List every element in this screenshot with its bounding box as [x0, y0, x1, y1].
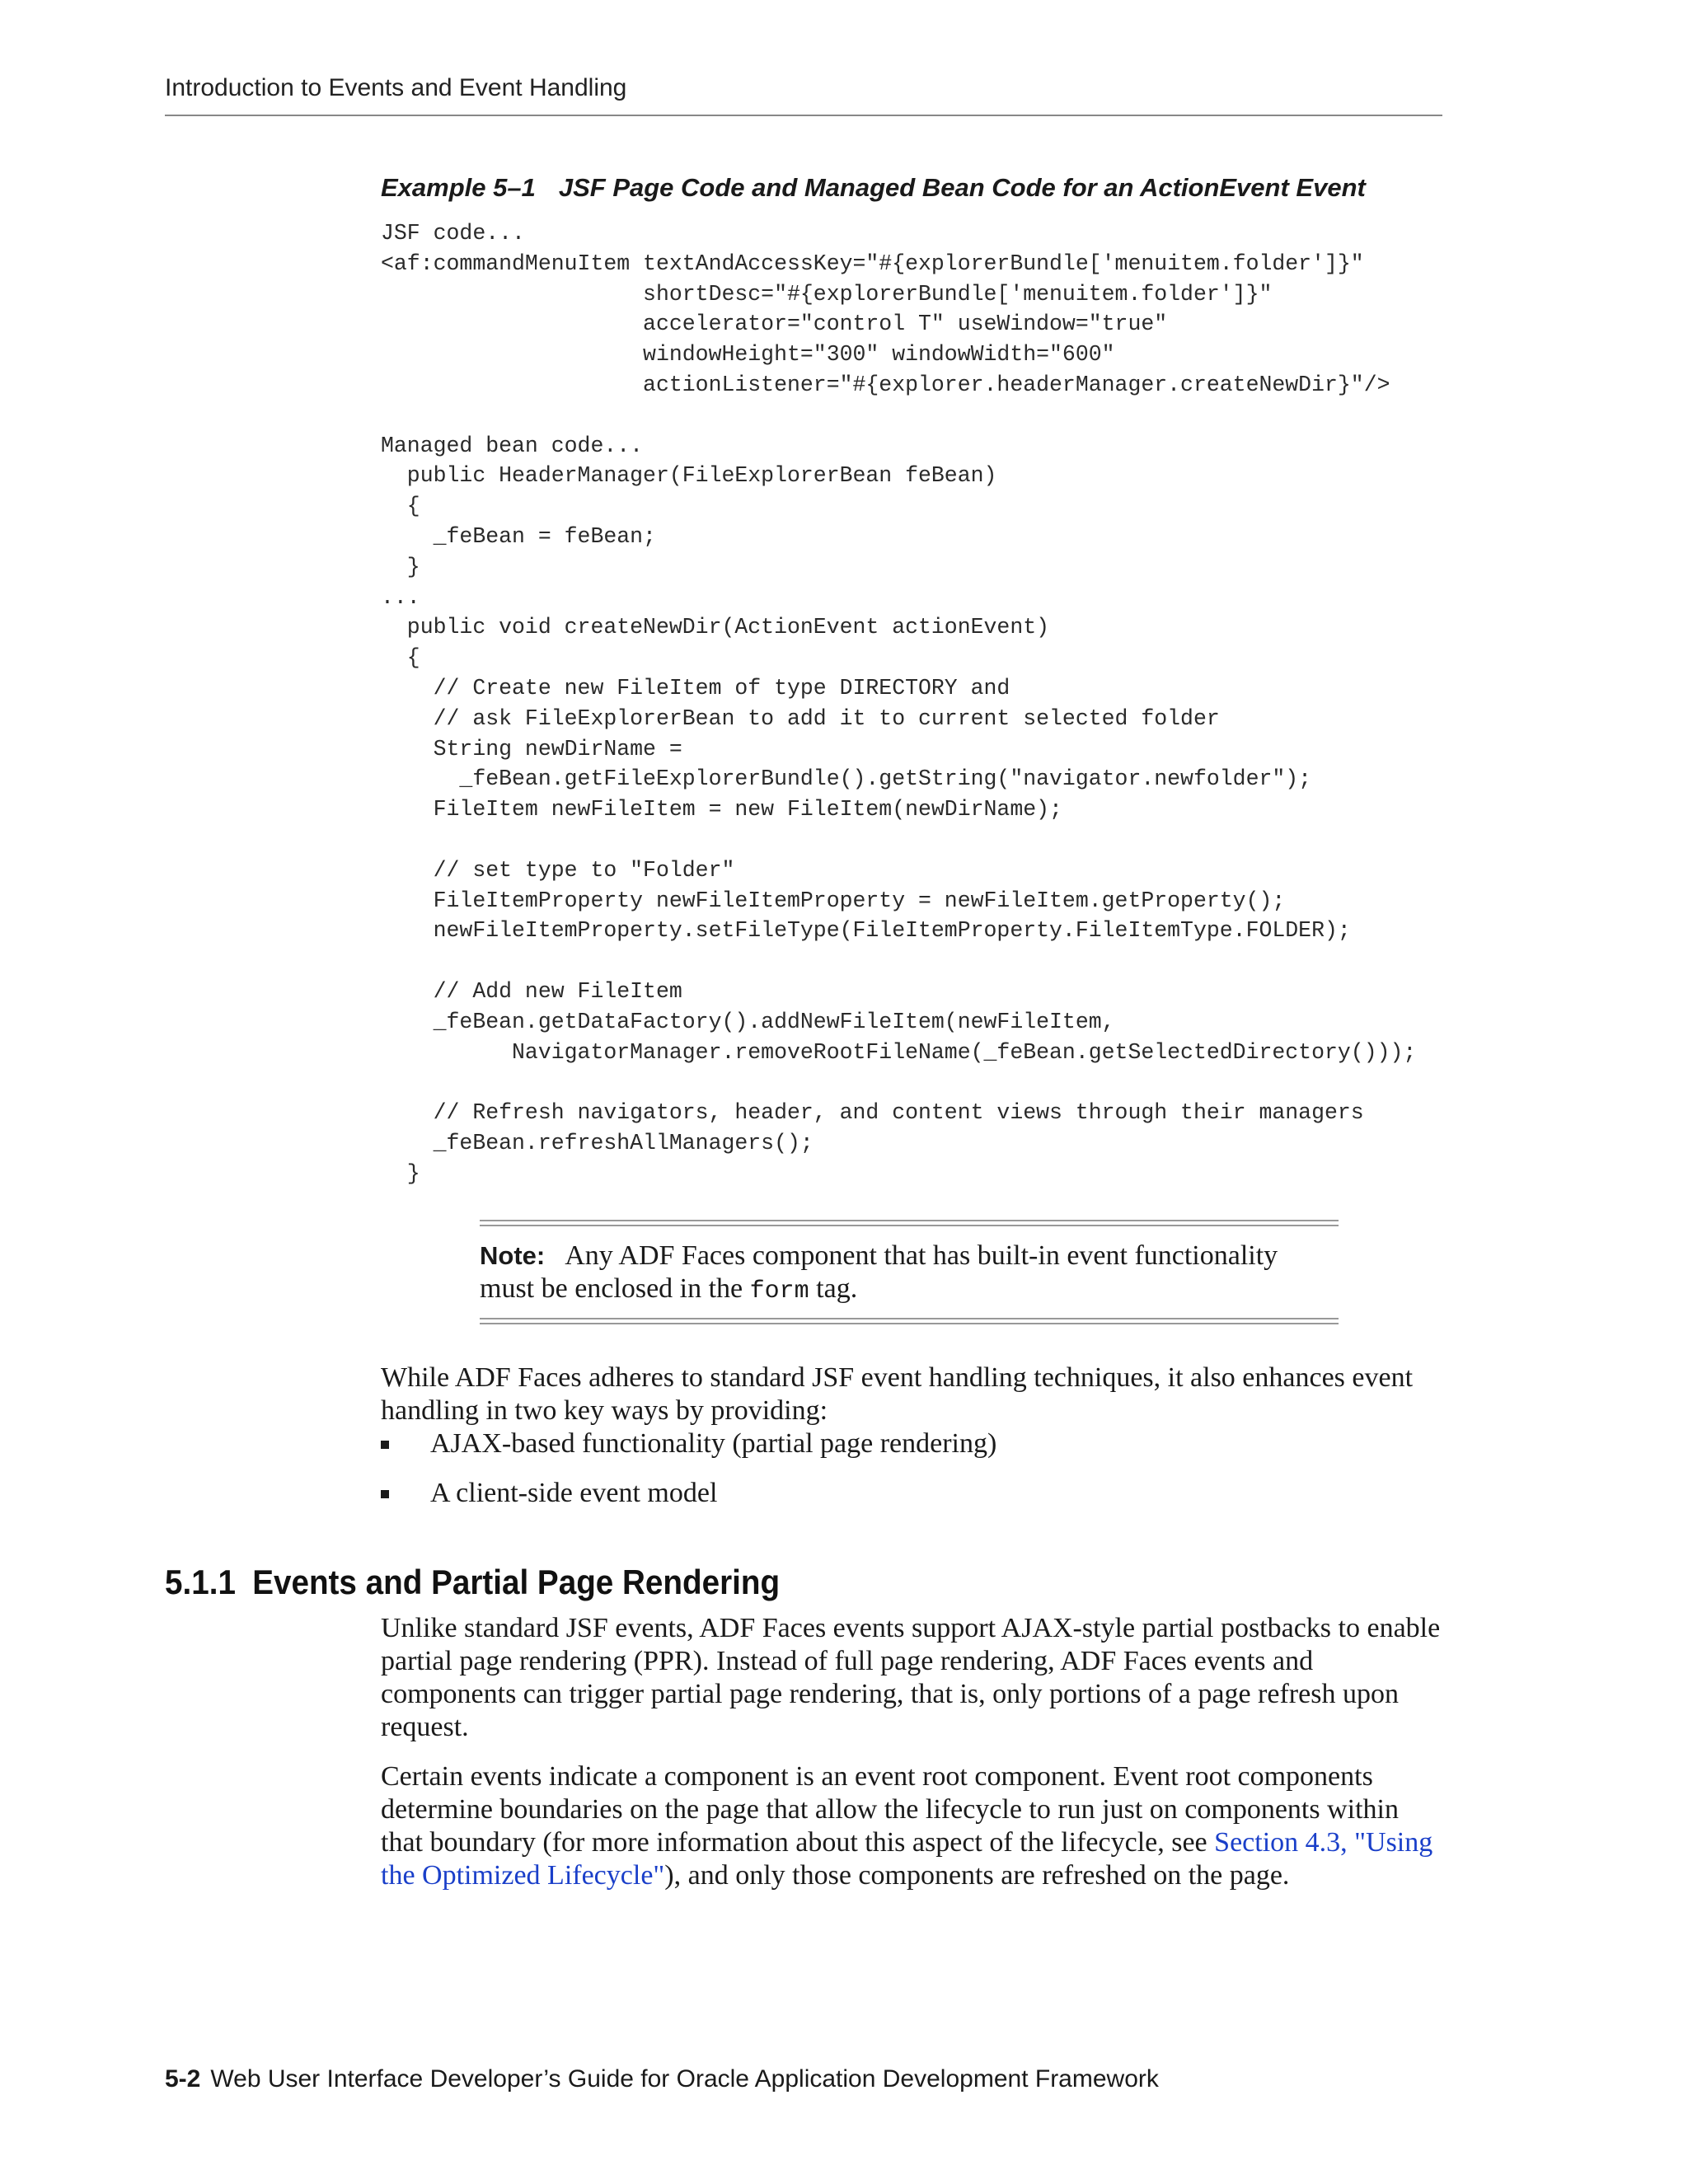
note-code-term: form — [749, 1277, 809, 1305]
note-rule-bottom — [480, 1323, 1339, 1324]
code-listing: JSF code... <af:commandMenuItem textAndAccessKey="#{explorerBundle['menuitem.folder']}" shortDesc="#{explorerBundle['menuitem.folder']}" accelerator="control T" useWindow="true" windowHeight="300" windowWidth="600" actionListener="#{explorer.headerManager.createNewDir}"/> Managed bean code... public HeaderManager(FileExplorerBean feBean) { _feBean = feBean; } ... public void createNewDir(ActionEvent actionEvent) { // Create new FileItem of type DIRECTORY and // ask FileExplorerBean to add it to current selected folder String newDirName = _feBean.getFileExplorerBundle().getString("navigator.newfolder"); FileItem newFileItem = new FileItem(newDirName); // set type to "Folder" FileItemProperty newFileItemProperty = newFileItem.getProperty(); newFileItemProperty.setFileType(FileItemProperty.FileItemType.FOLDER); // Add new FileItem _feBean.getDataFactory().addNewFileItem(newFileItem, NavigatorManager.removeRootFileName(_feBean.getSelectedDirectory())); // Refresh navigators, header, and content views through their managers _feBean.refreshAllManagers(); } — [381, 221, 1417, 1186]
list-item — [381, 1477, 996, 1510]
book-title: Web User Interface Developer’s Guide for Oracle Application Development Framework — [210, 2065, 1159, 2093]
note-rule-top — [480, 1220, 1339, 1221]
header-rule — [165, 115, 1442, 116]
note-text-end: tag. — [809, 1273, 858, 1304]
section-cross-reference-link[interactable]: Section 4.3, "Using the Optimized Lifecycle" — [381, 1827, 1433, 1891]
section-heading — [165, 1563, 780, 1602]
bullet-square-icon — [381, 1490, 389, 1498]
note-box — [480, 1220, 1339, 1324]
page-footer — [165, 2065, 1159, 2093]
paragraph-text: Certain events indicate a component is an event root component. Event root components determine boundaries on the page that allow the lifecycle to run just on components within that boundary (for more information about this aspect of the lifecycle, see — [381, 1761, 1400, 1858]
bullet-square-icon — [381, 1441, 389, 1449]
page-number: 5-2 — [165, 2065, 201, 2093]
example-number: Example 5–1 — [381, 173, 536, 202]
list-item-text: A client-side event model — [430, 1478, 718, 1508]
note-rule-bottom-inner — [480, 1318, 1339, 1319]
note-text: Any ADF Faces component that has built-in event functionality must be enclosed in the — [480, 1240, 1278, 1304]
intro-paragraph: While ADF Faces adheres to standard JSF event handling techniques, it also enhances event handling in two key ways by providing: — [381, 1362, 1414, 1426]
example-caption — [381, 173, 1366, 203]
section-paragraph-2 — [381, 1760, 1444, 1892]
note-body — [480, 1226, 1339, 1318]
section-number: 5.1.1 — [165, 1563, 236, 1601]
example-title: JSF Page Code and Managed Bean Code for an ActionEvent Event — [558, 173, 1366, 202]
list-item-text: AJAX-based functionality (partial page rendering) — [430, 1428, 997, 1459]
running-header: Introduction to Events and Event Handling — [165, 74, 627, 101]
note-label: Note: — [480, 1241, 546, 1270]
feature-list — [381, 1427, 996, 1526]
section-paragraph-1: Unlike standard JSF events, ADF Faces events support AJAX-style partial postbacks to enable partial page rendering (PPR). Instead of full page rendering, ADF Faces events and components can trigger partial page rendering, that is, only portions of a page refresh upon request. — [381, 1613, 1441, 1742]
section-title: Events and Partial Page Rendering — [252, 1563, 781, 1601]
list-item — [381, 1427, 996, 1460]
paragraph-text-end: ), and only those components are refreshed on the page. — [664, 1860, 1290, 1891]
